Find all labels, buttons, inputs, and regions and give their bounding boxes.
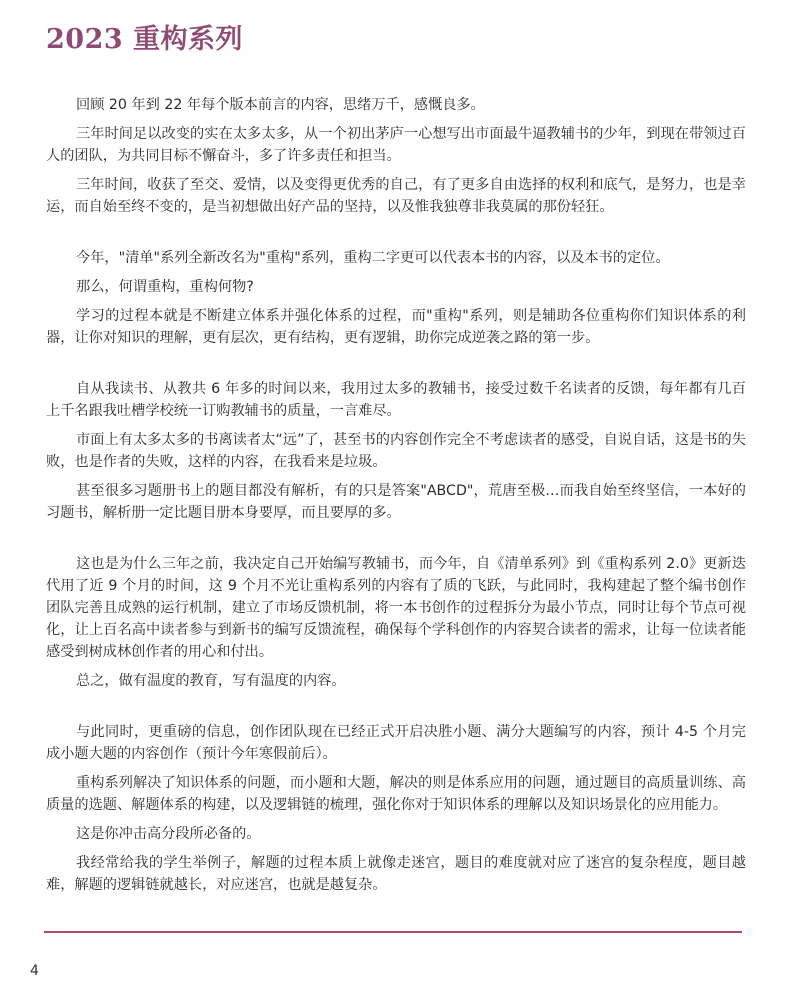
paragraph-8: 市面上有太多太多的书离读者太“远”了，甚至书的内容创作完全不考虑读者的感受，自说自话，这是书的失败，也是作者的失败，这样的内容，在我看来是垃圾。 [46, 432, 746, 470]
preface-body [46, 94, 746, 896]
paragraph-5: 那么，何谓重构，重构何物? [76, 279, 254, 295]
paragraph-15: 我经常给我的学生举例子，解题的过程本质上就像走迷宫，题目的难度就对应了迷宫的复杂程度，题目越难，解题的逻辑链就越长，对应迷宫，也就是越复杂。 [46, 855, 746, 893]
paragraph-14: 这是你冲击高分段所必备的。 [76, 826, 261, 842]
paragraph-4: 今年，"清单"系列全新改名为"重构"系列，重构二字更可以代表本书的内容，以及本书的定位。 [76, 250, 670, 266]
paragraph-7: 自从我读书、从教共 6 年多的时间以来，我用过太多的教辅书，接受过数千名读者的反馈，每年都有几百上千名跟我吐槽学校统一订购教辅书的质量，一言难尽。 [46, 381, 746, 419]
page-number: 4 [30, 963, 39, 979]
paragraph-10: 这也是为什么三年之前，我决定自己开始编写教辅书，而今年，自《清单系列》到《重构系列 2.0》更新迭代用了近 9 个月的时间，这 9 个月不光让重构系列的内容有了质的飞跃，与此同时，我构建起了整个编书创作团队完善且成熟的运行机制，建立了市场反馈机制，将一本书创作的过程拆分为最小节点，同时让每个节点可视化，让上百名高中读者参与到新书的编写反馈流程，确保每个学科创作的内容契合读者的需求，让每一位读者能感受到树成林创作者的用心和付出。 [46, 556, 746, 660]
paragraph-6: 学习的过程本就是不断建立体系并强化体系的过程，而"重构"系列，则是辅助各位重构你们知识体系的利器，让你对知识的理解，更有层次，更有结构，更有逻辑，助你完成逆袭之路的第一步。 [46, 308, 746, 346]
footer-divider [44, 931, 742, 933]
paragraph-9: 甚至很多习题册书上的题目都没有解析，有的只是答案"ABCD"，荒唐至极…而我自始至终坚信，一本好的习题书，解析册一定比题目册本身要厚，而且要厚的多。 [46, 483, 746, 521]
paragraph-1: 回顾 20 年到 22 年每个版本前言的内容，思绪万千，感慨良多。 [76, 97, 485, 113]
paragraph-3: 三年时间，收获了至交、爱情，以及变得更优秀的自己，有了更多自由选择的权利和底气，是努力，也是幸运，而自始至终不变的，是当初想做出好产品的坚持，以及惟我独尊非我莫属的那份轻狂。 [46, 177, 746, 215]
page-title: 2023 重构系列 [46, 24, 244, 55]
paragraph-12: 与此同时，更重磅的信息，创作团队现在已经正式开启决胜小题、满分大题编写的内容，预计 4-5 个月完成小题大题的内容创作（预计今年寒假前后）。 [46, 724, 746, 762]
paragraph-11: 总之，做有温度的教育，写有温度的内容。 [76, 673, 346, 689]
paragraph-13: 重构系列解决了知识体系的问题，而小题和大题，解决的则是体系应用的问题，通过题目的高质量训练、高质量的选题、解题体系的构建，以及逻辑链的梳理，强化你对于知识体系的理解以及知识场景化的应用能力。 [46, 775, 746, 813]
paragraph-2: 三年时间足以改变的实在太多太多，从一个初出茅庐一心想写出市面最牛逼教辅书的少年，到现在带领过百人的团队，为共同目标不懈奋斗，多了许多责任和担当。 [46, 126, 746, 164]
